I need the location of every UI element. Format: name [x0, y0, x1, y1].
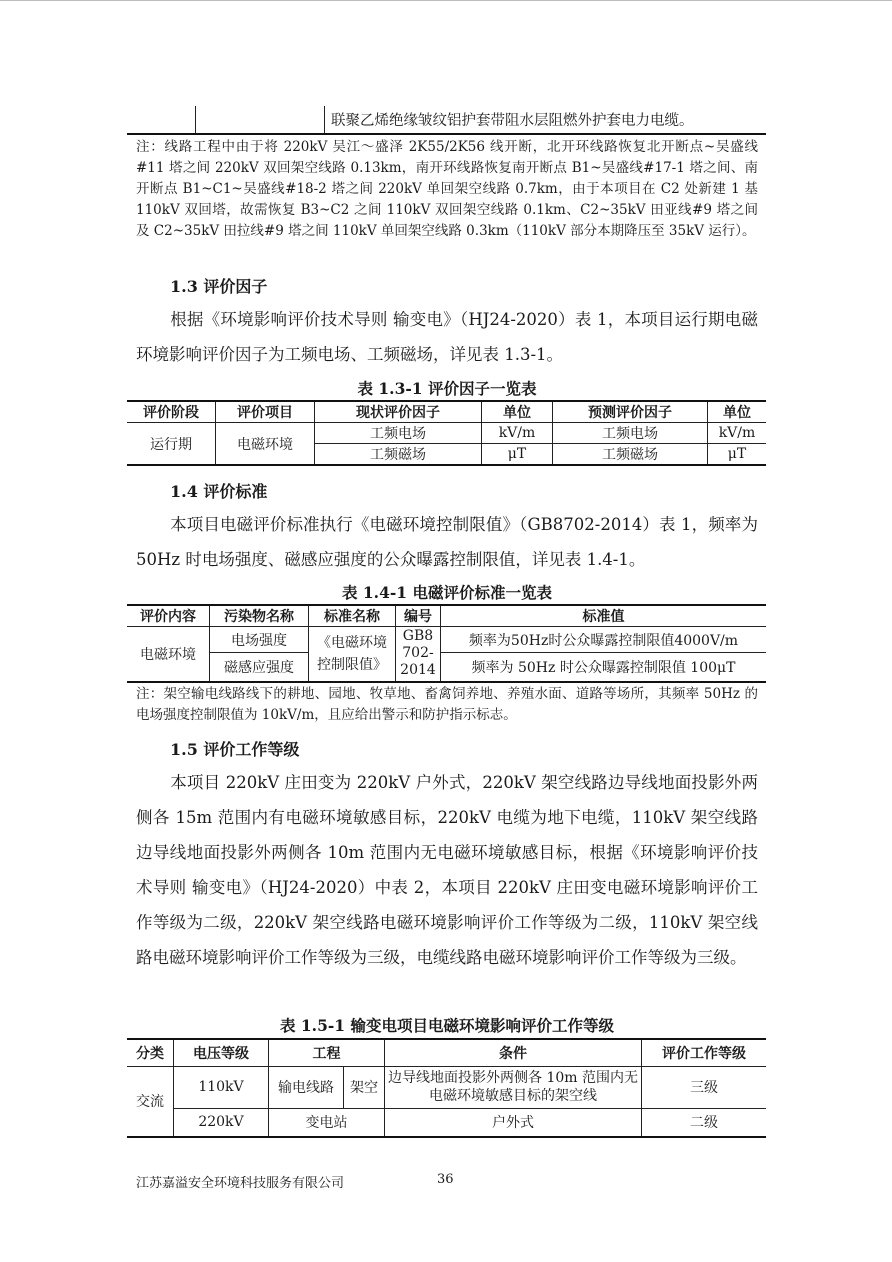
cell-condition: 边导线地面投影外两侧各 10m 范围内无电磁环境敏感目标的架空线 — [385, 1066, 642, 1108]
table-row — [127, 627, 766, 653]
table-1-4-1 — [127, 604, 766, 683]
top-table-fragment — [127, 106, 766, 135]
header-pollutant: 污染物名称 — [210, 605, 309, 627]
line-engineering-note: 注：线路工程中由于将 220kV 吴江～盛泽 2K55/2K56 线开断，北开环线路恢复北开断点~吴盛线#11 塔之间 220kV 双回架空线路 0.13km，南开环线路恢复南开断点 B1~吴盛线#17-1 塔之间、南开断点 B1~C1~吴盛线#18-2 塔之间 220kV 单回架空线路 0.7km，由于本项目在 C2 处新建 1 基 110kV 双回塔，故需恢复 B3~C2 之间 110kV 双回架空线路 0.1km、C2~35kV 田亚线#9 塔之间及 C2~35kV 田拉线#9 塔之间 110kV 单回架空线路 0.3km（110kV 部分本期降压至 35kV 运行）。 — [136, 139, 758, 239]
cell-predict: 工频磁场 — [553, 444, 708, 466]
cell-stage: 运行期 — [127, 423, 216, 466]
cell-unit: μT — [708, 444, 767, 466]
section-1-3-text: 根据《环境影响评价技术导则 输变电》（HJ24-2020）表 1，本项目运行期电磁环境影响评价因子为工频电场、工频磁场，详见表 1.3-1。 — [136, 310, 758, 364]
page-top-border — [0, 0, 892, 1]
section-1-5-heading: 1.5 评价工作等级 — [170, 740, 300, 759]
top-table-cell-1 — [127, 106, 196, 134]
table-row — [127, 423, 766, 444]
section-1-4-heading: 1.4 评价标准 — [170, 482, 268, 501]
header-current-factor: 现状评价因子 — [315, 401, 482, 423]
table-1-3-1-caption: 表 1.3-1 评价因子一览表 — [357, 379, 537, 398]
cell-pollutant: 电场强度 — [210, 627, 309, 653]
cell-voltage: 110kV — [174, 1066, 269, 1108]
cell-std-value: 频率为50Hz时公众曝露控制限值4000V/m — [441, 627, 767, 653]
cell-grade: 二级 — [642, 1108, 767, 1137]
cell-project: 输电线路 — [269, 1066, 344, 1108]
table-1-5-1-caption: 表 1.5-1 输变电项目电磁环境影响评价工作等级 — [280, 1016, 614, 1035]
header-voltage: 电压等级 — [174, 1039, 269, 1066]
table-header-row — [127, 605, 766, 627]
cell-project-sub: 架空 — [344, 1066, 385, 1108]
cell-current: 工频电场 — [315, 423, 482, 444]
header-std-no: 编号 — [396, 605, 441, 627]
section-1-5-paragraph — [136, 765, 758, 975]
section-1-3-paragraph — [136, 302, 758, 372]
top-table-cell-text: 联聚乙烯绝缘皱纹铝护套带阻水层阻燃外护套电力电缆。 — [325, 106, 767, 134]
section-1-3-heading: 1.3 评价因子 — [170, 277, 268, 296]
header-std-value: 标准值 — [441, 605, 767, 627]
cell-category: 交流 — [127, 1066, 174, 1137]
table-1-3-1 — [127, 400, 766, 466]
table-header-row — [127, 1039, 766, 1066]
footer-company: 江苏嘉溢安全环境科技服务有限公司 — [136, 1176, 345, 1191]
header-condition: 条件 — [385, 1039, 642, 1066]
cell-std-name: 《电磁环境控制限值》 — [309, 627, 396, 682]
table-row — [127, 1108, 766, 1137]
table-1-4-1-caption: 表 1.4-1 电磁评价标准一览表 — [342, 583, 552, 602]
table-header-row — [127, 401, 766, 423]
cell-predict: 工频电场 — [553, 423, 708, 444]
cell-current: 工频磁场 — [315, 444, 482, 466]
cell-std-no: GB8702-2014 — [396, 627, 441, 682]
cell-project: 变电站 — [269, 1108, 385, 1137]
table-row — [127, 653, 766, 682]
table-row — [127, 1066, 766, 1108]
cell-voltage: 220kV — [174, 1108, 269, 1137]
table-1-5-1 — [127, 1038, 766, 1138]
table-1-4-1-note: 注：架空输电线路线下的耕地、园地、牧草地、畜禽饲养地、养殖水面、道路等场所，其频率 50Hz 的电场强度控制限值为 10kV/m，且应给出警示和防护指示标志。 — [136, 686, 758, 723]
header-item: 评价项目 — [216, 401, 315, 423]
cell-content: 电磁环境 — [127, 627, 210, 682]
top-table-cell-2 — [196, 106, 325, 134]
header-predict-factor: 预测评价因子 — [553, 401, 708, 423]
header-unit-2: 单位 — [708, 401, 767, 423]
header-content: 评价内容 — [127, 605, 210, 627]
header-category: 分类 — [127, 1039, 174, 1066]
section-1-4-text: 本项目电磁评价标准执行《电磁环境控制限值》（GB8702-2014）表 1，频率为 50Hz 时电场强度、磁感应强度的公众曝露控制限值，详见表 1.4-1。 — [136, 515, 758, 569]
cell-unit: μT — [482, 444, 553, 466]
cell-grade: 三级 — [642, 1066, 767, 1108]
cell-item: 电磁环境 — [216, 423, 315, 466]
cell-unit: kV/m — [708, 423, 767, 444]
cell-condition: 户外式 — [385, 1108, 642, 1137]
header-stage: 评价阶段 — [127, 401, 216, 423]
footer-page-number: 36 — [437, 1172, 454, 1187]
cell-std-value: 频率为 50Hz 时公众曝露控制限值 100μT — [441, 653, 767, 682]
header-std-name: 标准名称 — [309, 605, 396, 627]
header-unit-1: 单位 — [482, 401, 553, 423]
cell-pollutant: 磁感应强度 — [210, 653, 309, 682]
header-project: 工程 — [269, 1039, 385, 1066]
section-1-4-paragraph — [136, 507, 758, 577]
cell-unit: kV/m — [482, 423, 553, 444]
section-1-5-text: 本项目 220kV 庄田变为 220kV 户外式，220kV 架空线路边导线地面投影外两侧各 15m 范围内有电磁环境敏感目标，220kV 电缆为地下电缆，110kV 架空线路边导线地面投影外两侧各 10m 范围内无电磁环境敏感目标，根据《环境影响评价技术导则 输变电》（HJ24-2020）中表 2，本项目 220kV 庄田变电磁环境影响评价工作等级为二级，220kV 架空线路电磁环境影响评价工作等级为二级，110kV 架空线路电磁环境影响评价工作等级为三级，电缆线路电磁环境影响评价工作等级为三级。 — [136, 773, 758, 967]
header-grade: 评价工作等级 — [642, 1039, 767, 1066]
